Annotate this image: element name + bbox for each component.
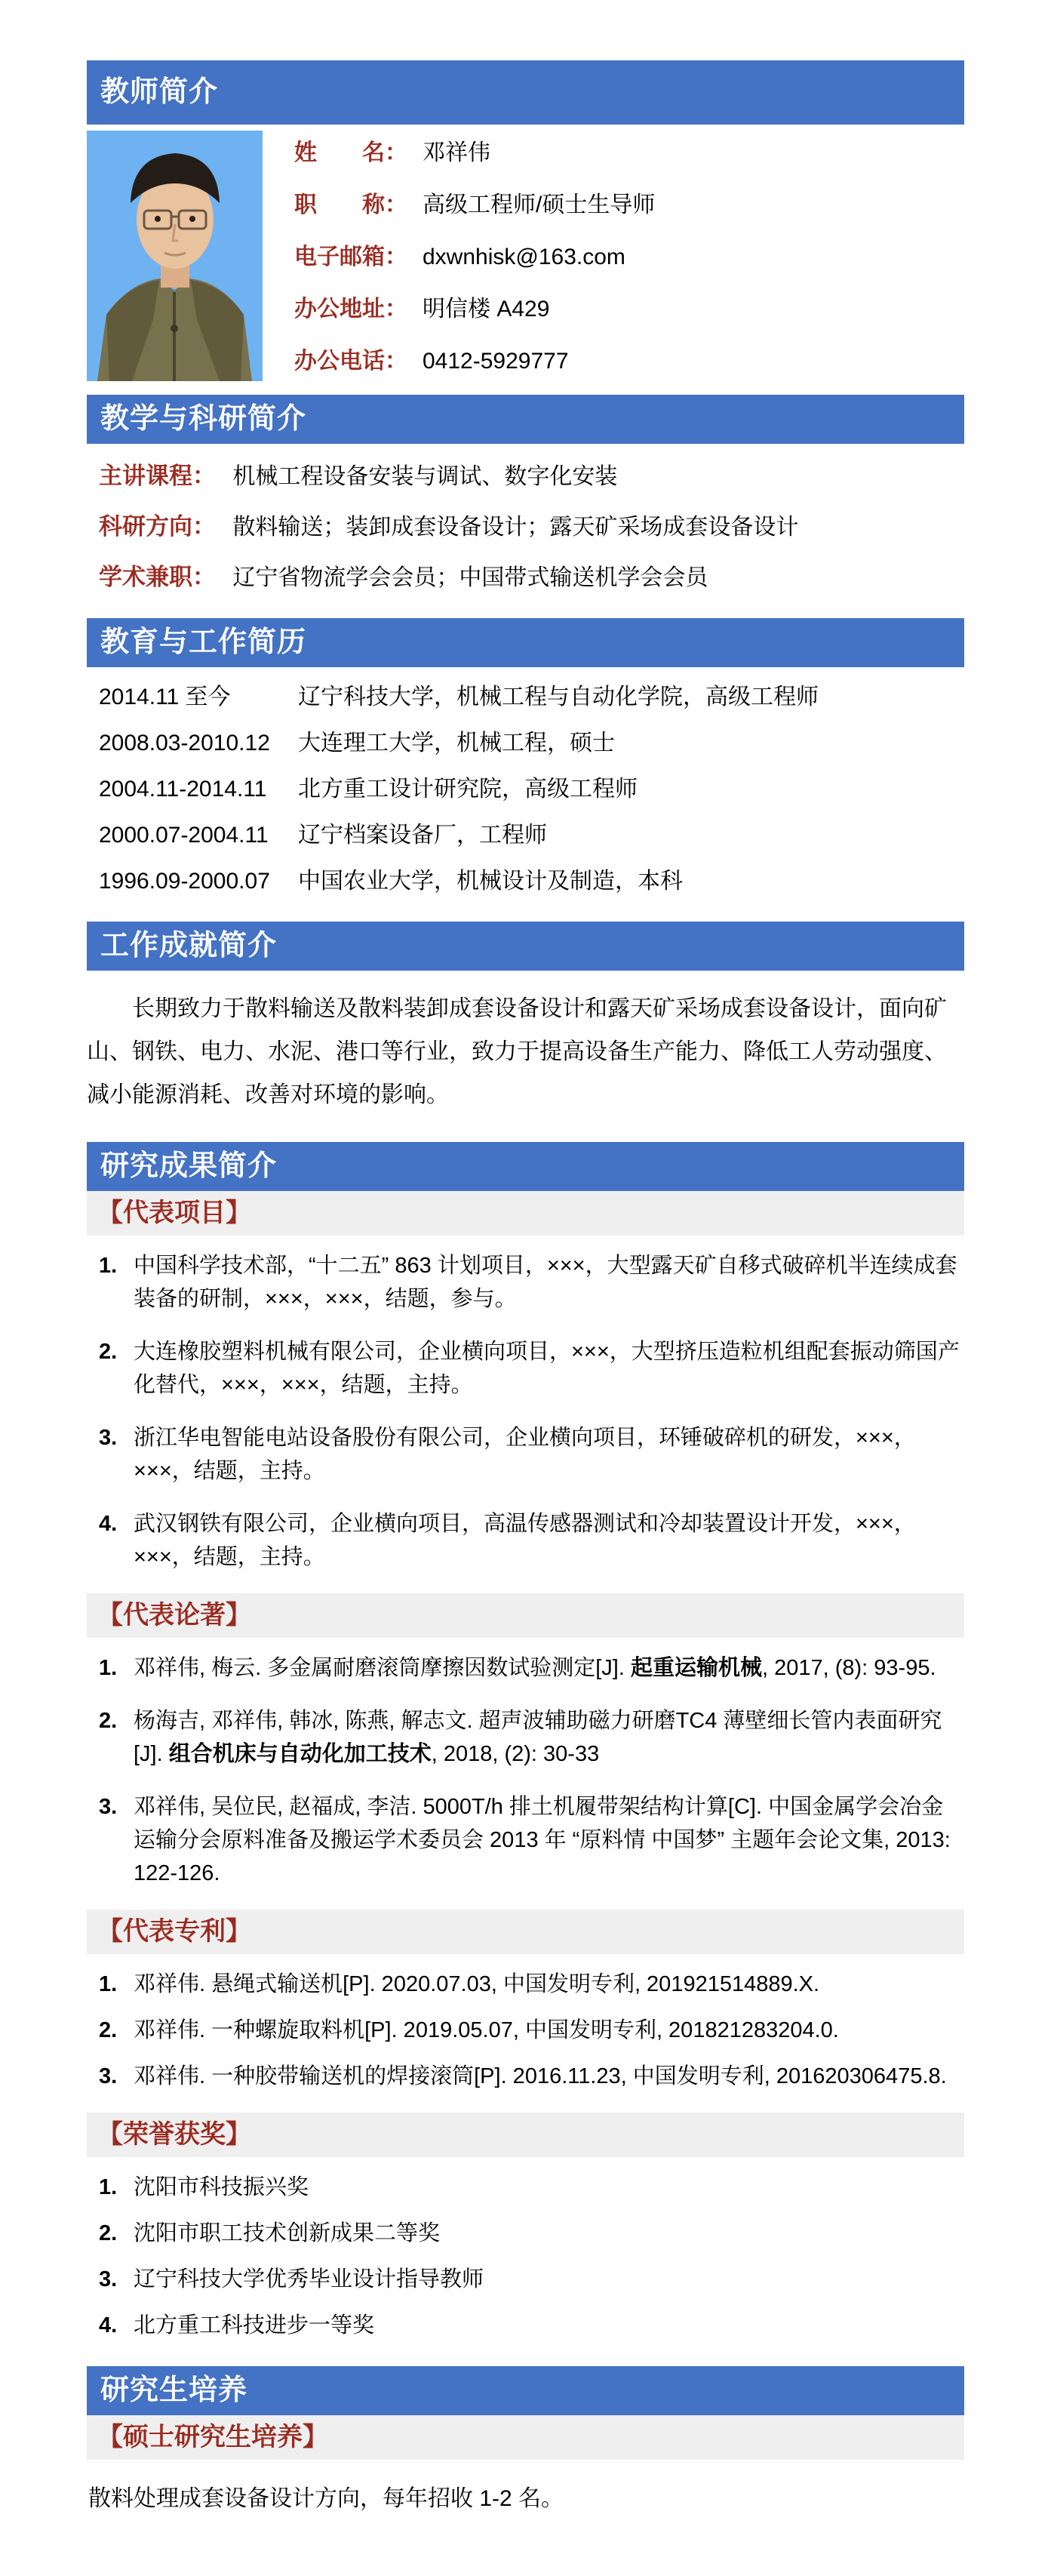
subheader-publications: 【代表论著】	[87, 1593, 964, 1638]
field-row	[294, 294, 655, 325]
item-number: 1.	[99, 1656, 118, 1680]
history-period: 1996.09-2000.07	[99, 869, 270, 894]
item-number: 1.	[99, 2175, 118, 2199]
history-rows	[87, 682, 964, 897]
field-value: 高级工程师/硕士生导师	[423, 192, 656, 217]
section-graduate	[87, 2366, 964, 2516]
profile-photo	[87, 131, 263, 381]
publication-item	[87, 1651, 964, 1685]
section-achievement	[87, 922, 964, 1116]
publications-list	[87, 1651, 964, 1890]
achievement-paragraph: 长期致力于散料输送及散料装卸成套设备设计和露天矿采场成套设备设计，面向矿山、钢铁、电力、水泥、港口等行业，致力于提高设备生产能力、降低工人劳动强度、减小能源消耗、改善对环境的影响。	[87, 996, 947, 1107]
project-item	[87, 1421, 964, 1488]
history-row	[87, 774, 964, 805]
history-row	[87, 820, 964, 851]
section-history	[87, 618, 964, 897]
section-teaching	[87, 395, 964, 594]
teaching-row	[87, 460, 964, 493]
item-number: 2.	[99, 2018, 118, 2042]
item-text: 邓祥伟. 一种胶带输送机的焊接滚筒[P]. 2016.11.23, 中国发明专利, 201620306475.8.	[134, 2064, 947, 2088]
item-number: 2.	[99, 2221, 118, 2245]
item-number: 1.	[99, 1254, 118, 1278]
patents-list	[87, 1968, 964, 2093]
history-period: 2014.11 至今	[99, 685, 231, 709]
profile-header-bar: 教师简介	[87, 60, 964, 125]
item-text: 沈阳市科技振兴奖	[134, 2175, 309, 2199]
item-text: 邓祥伟. 悬绳式输送机[P]. 2020.07.03, 中国发明专利, 201921514889.X.	[134, 1972, 820, 1996]
field-value: 明信楼 A429	[423, 297, 550, 322]
item-number: 3.	[99, 2267, 118, 2291]
field-value: 0412-5929777	[423, 349, 569, 374]
subheader-master: 【硕士研究生培养】	[87, 2415, 964, 2460]
graduate-header-bar: 研究生培养	[87, 2366, 964, 2415]
field-label: 姓 名：	[294, 140, 407, 165]
history-period: 2008.03-2010.12	[99, 731, 270, 756]
project-item	[87, 1249, 964, 1316]
subheader-awards: 【荣誉获奖】	[87, 2113, 964, 2157]
research-header-bar: 研究成果简介	[87, 1142, 964, 1191]
item-text: 邓祥伟. 一种螺旋取料机[P]. 2019.05.07, 中国发明专利, 201821283204.0.	[134, 2018, 839, 2042]
history-detail: 大连理工大学，机械工程，硕士	[298, 731, 615, 756]
history-row	[87, 866, 964, 897]
profile-fields	[294, 131, 655, 387]
section-research	[87, 1142, 964, 2342]
teaching-label: 科研方向：	[99, 513, 216, 540]
history-header-bar: 教育与工作简历	[87, 618, 964, 667]
profile-block	[87, 131, 964, 387]
achievement-header-bar: 工作成就简介	[87, 922, 964, 971]
field-label: 办公电话：	[294, 349, 407, 374]
item-text: 中国科学技术部，“十二五” 863 计划项目，×××，大型露天矿自移式破碎机半连续成套装备的研制，×××，×××，结题，参与。	[134, 1254, 957, 1311]
portrait-illustration	[87, 131, 263, 381]
history-detail: 中国农业大学，机械设计及制造，本科	[298, 869, 683, 894]
person-right-eye	[189, 216, 195, 222]
item-number: 2.	[99, 1340, 118, 1364]
field-label: 办公地址：	[294, 297, 407, 322]
teaching-value: 辽宁省物流学会会员；中国带式输送机学会会员	[232, 565, 708, 590]
subheader-patents: 【代表专利】	[87, 1910, 964, 1954]
history-row	[87, 682, 964, 713]
field-row	[294, 190, 655, 220]
award-item	[87, 2309, 964, 2342]
history-detail: 辽宁档案设备厂，工程师	[298, 823, 547, 848]
project-item	[87, 1507, 964, 1574]
item-text: 浙江华电智能电站设备股份有限公司，企业横向项目，环锤破碎机的研发，×××，×××，结题，主持。	[134, 1426, 916, 1483]
item-text: 沈阳市职工技术创新成果二等奖	[134, 2221, 441, 2245]
patent-item	[87, 2014, 964, 2047]
patent-item	[87, 1968, 964, 2001]
teaching-value: 散料输送；装卸成套设备设计；露天矿采场成套设备设计	[232, 515, 799, 540]
zipper-pull	[171, 325, 178, 332]
graduate-note: 散料处理成套设备设计方向，每年招收 1-2 名。	[88, 2486, 564, 2511]
item-text: 大连橡胶塑料机械有限公司，企业横向项目，×××，大型挤压造粒机组配套振动筛国产化替代，×××，×××，结题，主持。	[134, 1340, 960, 1397]
item-text: 武汉钢铁有限公司，企业横向项目，高温传感器测试和冷却装置设计开发，×××，×××，结题，主持。	[134, 1512, 916, 1569]
publication-item	[87, 1704, 964, 1771]
item-text: 杨海吉, 邓祥伟, 韩冰, 陈燕, 解志文. 超声波辅助磁力研磨TC4 薄壁细长管内表面研究[J]. 组合机床与自动化加工技术, 2018, (2): 30-33	[134, 1709, 942, 1766]
section-profile	[87, 60, 964, 387]
item-number: 2.	[99, 1709, 118, 1733]
teaching-row	[87, 511, 964, 543]
item-number: 4.	[99, 2313, 118, 2337]
item-text: 北方重工科技进步一等奖	[134, 2313, 375, 2337]
item-number: 3.	[99, 2064, 118, 2088]
project-item	[87, 1335, 964, 1402]
history-detail: 辽宁科技大学，机械工程与自动化学院，高级工程师	[298, 685, 819, 709]
teaching-value: 机械工程设备安装与调试、数字化安装	[232, 464, 618, 489]
item-number: 1.	[99, 1972, 118, 1996]
person-left-eye	[155, 216, 161, 222]
award-item	[87, 2217, 964, 2250]
award-item	[87, 2263, 964, 2296]
award-item	[87, 2171, 964, 2204]
item-text: 邓祥伟, 吴位民, 赵福成, 李洁. 5000T/h 排土机履带架结构计算[C]. 中国金属学会冶金运输分会原料准备及搬运学术委员会 2013 年 “原料情 中国梦” 主题年会论文集, 2013: 122-126.	[134, 1795, 951, 1885]
teaching-label: 主讲课程：	[99, 463, 216, 489]
patent-item	[87, 2060, 964, 2093]
history-detail: 北方重工设计研究院，高级工程师	[298, 777, 638, 802]
teaching-rows	[87, 460, 964, 594]
field-value: 邓祥伟	[423, 140, 490, 165]
subheader-projects: 【代表项目】	[87, 1191, 964, 1236]
history-period: 2004.11-2014.11	[99, 777, 267, 802]
field-row	[294, 346, 655, 377]
field-label: 职 称：	[294, 192, 407, 217]
item-number: 4.	[99, 1512, 118, 1536]
awards-list	[87, 2171, 964, 2342]
field-label: 电子邮箱：	[294, 245, 407, 269]
item-number: 3.	[99, 1426, 118, 1450]
teaching-label: 学术兼职：	[99, 564, 216, 590]
item-text: 辽宁科技大学优秀毕业设计指导教师	[134, 2267, 484, 2291]
item-number: 3.	[99, 1795, 118, 1819]
history-period: 2000.07-2004.11	[99, 823, 269, 848]
teaching-row	[87, 562, 964, 594]
item-text: 邓祥伟, 梅云. 多金属耐磨滚筒摩擦因数试验测定[J]. 起重运输机械, 2017, (8): 93-95.	[134, 1656, 936, 1680]
teaching-header-bar: 教学与科研简介	[87, 395, 964, 444]
field-row	[294, 242, 655, 272]
projects-list	[87, 1249, 964, 1574]
field-row	[294, 138, 655, 168]
publication-item	[87, 1790, 964, 1890]
history-row	[87, 728, 964, 759]
field-value: dxwnhisk@163.com	[423, 245, 625, 269]
